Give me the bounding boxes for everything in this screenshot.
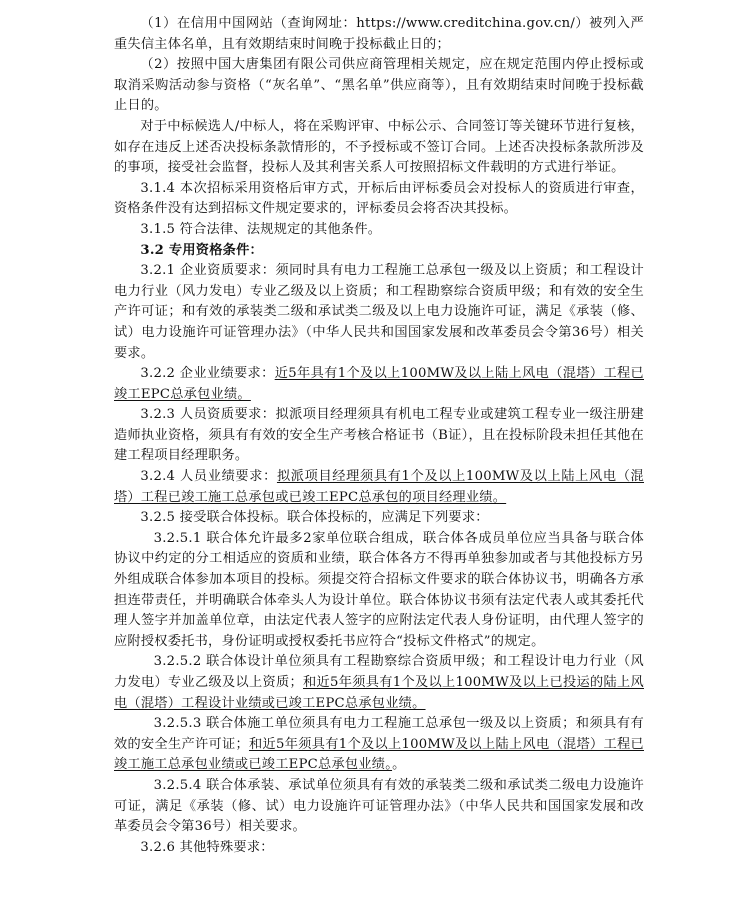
clause-3-2-4-text: 拟派项目经理须具有1个及以上100MW及以上陆上风电（混塔）工程已竣工施工总承包或已竣工EPC总承包的项目经理业绩。: [114, 469, 644, 505]
clause-3-2-4-label: 3.2.4 人员业绩要求：: [140, 469, 277, 485]
clause-3-2-5-2-underlined: 和近5年须具有1个及以上100MW及以上已投运的陆上风电（混塔）工程设计业绩或已竣工EPC总承包业绩。: [114, 675, 644, 711]
section-heading-3-2: 3.2 专用资格条件：: [140, 242, 263, 258]
clause-3-2-5-3-underlined: 和近5年须具有1个及以上100MW及以上陆上风电（混塔）工程已竣工施工总承包业绩或已竣工EPC总承包业绩。: [114, 736, 644, 773]
clause-3-2-5-1: 3.2.5.1 联合体允许最多2家单位联合组成，联合体各成员单位应当具备与联合体协议中约定的分工相适应的资质和业绩，联合体各方不得再单独参加或者与其他投标方另外组成联合体参加本项目的投标。须提交符合招标文件要求的联合体协议书，明确各方承担连带责任，并明确联合体牵头人为设计单位。联合体协议书须有法定代表人或其委托代理人签字并加盖单位章，由法定代表人签字的应附法定代表人身份证明，由代理人签字的应附授权委托书，身份证明或授权委托书应符合“投标文件格式”的规定。: [114, 530, 644, 649]
clause-3-2-5-2: [114, 652, 644, 714]
clause-3-2-2: [114, 364, 644, 405]
clause-3-2-5-2-text: 3.2.5.2 联合体设计单位须具有工程勘察综合资质甲级；和工程设计电力行业（风力发电）专业乙级及以上资质；: [114, 654, 644, 690]
clause-credit-china: （1）在信用中国网站（查询网址：https://www.creditchina.gov.cn/）被列入严重失信主体名单，且有效期结束时间晚于投标截止日的；: [114, 16, 644, 52]
clause-3-2-6: 3.2.6 其他特殊要求：: [140, 839, 274, 855]
document-page: [114, 14, 644, 858]
clause-3-2-5: 3.2.5 接受联合体投标。联合体投标的，应满足下列要求：: [140, 510, 489, 526]
clause-3-2-4: [114, 467, 644, 508]
clause-3-2-5-3: [114, 714, 644, 776]
clause-3-2-5-3-text: 3.2.5.3 联合体施工单位须具有电力工程施工总承包一级及以上资质；和须具有有效的安全生产许可证；: [114, 716, 644, 752]
clause-3-2-3: 3.2.3 人员资质要求：拟派项目经理须具有机电工程专业或建筑工程专业一级注册建造师执业资格，须具有有效的安全生产考核合格证书（B证），且在投标阶段未担任其他在建工程项目经理职务。: [114, 407, 644, 464]
clause-3-2-2-label: 3.2.2 企业业绩要求：: [140, 366, 275, 382]
clause-3-2-2-text: 近5年具有1个及以上100MW及以上陆上风电（混塔）工程已竣工EPC总承包业绩。: [114, 366, 644, 402]
clause-3-2-5-4: 3.2.5.4 联合体承装、承试单位须具有有效的承装类二级和承试类二级电力设施许可证，满足《承装（修、试）电力设施许可证管理办法》（中华人民共和国国家发展和改革委员会令第36号）相关要求。: [114, 777, 644, 835]
clause-3-1-5: 3.1.5 符合法律、法规规定的其他条件。: [140, 221, 382, 237]
clause-3-1-4: 3.1.4 本次招标采用资格后审方式，开标后由评标委员会对投标人的资质进行审查，资格条件没有达到招标文件规定要求的，评标委员会将否决其投标。: [114, 180, 644, 217]
clause-review-note: 对于中标候选人/中标人，将在采购评审、中标公示、合同签订等关键环节进行复核，如存在违反上述否决投标条款情形的，不予授标或不签订合同。上述否决投标条款所涉及的事项，接受社会监督，投标人及其利害关系人可按照招标文件载明的方式进行举证。: [114, 118, 644, 176]
clause-3-2-5-3-end: 。: [392, 757, 406, 773]
clause-grey-black-list: （2）按照中国大唐集团有限公司供应商管理相关规定，应在规定范围内停止授标或取消采购活动参与资格（“灰名单”、“黑名单”供应商等），且有效期结束时间晚于投标截止日的。: [114, 57, 644, 114]
clause-3-2-1: 3.2.1 企业资质要求：须同时具有电力工程施工总承包一级及以上资质；和工程设计电力行业（风力发电）专业乙级及以上资质；和工程勘察综合资质甲级；和有效的安全生产许可证；和有效的承装类二级和承试类二级及以上电力设施许可证，满足《承装（修、试）电力设施许可证管理办法》（中华人民共和国国家发展和改革委员会令第36号）相关要求。: [114, 263, 644, 361]
